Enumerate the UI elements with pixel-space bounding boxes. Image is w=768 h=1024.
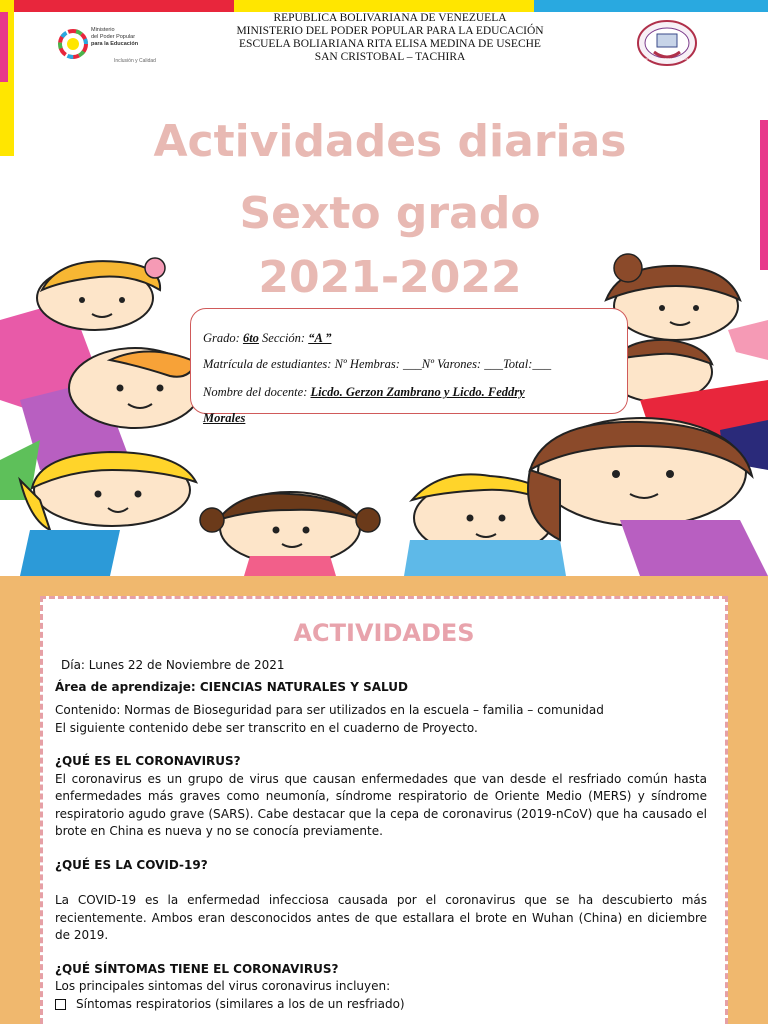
day-line: Día: Lunes 22 de Noviembre de 2021	[61, 658, 285, 672]
matricula-line: Matrícula de estudiantes: Nº Hembras: ___Nº Varones: ___Total:___	[203, 357, 552, 371]
bullet-text: Síntomas respiratorios (similares a los de un resfriado)	[76, 996, 405, 1011]
cover-title-line-1: Actividades diarias	[153, 116, 627, 167]
cover-title-line-3: 2021-2022	[258, 252, 522, 303]
svg-text:RITA ELISA MEDINA DE USECHE: RITA ELISA MEDINA DE USECHE	[645, 57, 689, 61]
docente-line	[203, 385, 525, 400]
question-2: ¿QUÉ ES LA COVID-19?	[55, 857, 208, 872]
ministry-logo	[58, 22, 168, 68]
grado-line	[203, 331, 331, 346]
logo-line-2: del Poder Popular	[91, 34, 136, 40]
docente-line-2	[203, 411, 245, 426]
header-line-2: MINISTERIO DEL PODER POPULAR PARA LA EDUCACIÓN	[236, 25, 544, 37]
seccion-label: Sección:	[262, 331, 306, 345]
area-line: Área de aprendizaje: CIENCIAS NATURALES Y SALUD	[55, 679, 408, 694]
student-info-box	[190, 308, 628, 425]
header-line-4: SAN CRISTOBAL – TACHIRA	[314, 51, 466, 63]
activities-sheet	[40, 596, 728, 1024]
answer-3: Los principales sintomas del virus coronavirus incluyen:	[55, 979, 391, 993]
logo-tagline: Inclusión y Calidad	[114, 58, 156, 64]
school-seal	[636, 18, 698, 68]
header-line-3: ESCUELA BOLIARIANA RITA ELISA MEDINA DE USECHE	[239, 38, 541, 50]
question-1: ¿QUÉ ES EL CORONAVIRUS?	[55, 754, 241, 768]
top-stripe-red	[0, 0, 234, 12]
docente-value: Licdo. Gerzon Zambrano y Licdo. Feddry	[310, 385, 525, 399]
checkbox-bullet-icon	[55, 999, 66, 1010]
top-stripe-yellow	[234, 0, 534, 12]
logo-line-1: Ministerio	[91, 27, 115, 33]
institution-header	[190, 12, 590, 64]
answer-2: La COVID-19 es la enfermedad infecciosa causada por el coronavirus que se ha descubierto más recientemente. Ambos eran desconocidos antes de que estallara el brote en Wuhan (China) en diciembre de 2019.	[55, 893, 707, 942]
seccion-value: “A ”	[308, 331, 332, 345]
left-edge-pink	[0, 12, 8, 82]
activities-title: ACTIVIDADES	[293, 619, 475, 647]
transcrito-line: El siguiente contenido debe ser transcrito en el cuaderno de Proyecto.	[55, 720, 478, 735]
top-stripe-blue	[534, 0, 768, 12]
bullet-item	[55, 996, 707, 1014]
docente-value-2: Morales	[203, 411, 246, 425]
grado-value: 6to	[242, 331, 259, 345]
grado-label: Grado:	[203, 331, 240, 345]
answer-1: El coronavirus es un grupo de virus que causan enfermedades que van desde el resfriado común hasta enfermedades más graves como neumonía, síndrome respiratorio de Oriente Medio (MERS) y síndrome respiratorio agudo grave (SARS). Cabe destacar que la cepa de coronavirus (2019-nCoV) que ha causado el brote en China es nueva y no se conocía previamente.	[55, 771, 707, 838]
docente-label: Nombre del docente:	[203, 385, 308, 399]
contenido-line: Contenido: Normas de Bioseguridad para ser utilizados en la escuela – familia – comunidad	[55, 703, 604, 717]
activities-content	[55, 657, 707, 1013]
logo-line-3: para la Educación	[91, 41, 139, 47]
question-3: ¿QUÉ SÍNTOMAS TIENE EL CORONAVIRUS?	[55, 961, 339, 976]
cover-title-line-2: Sexto grado	[239, 188, 541, 239]
header-line-1: REPUBLICA BOLIVARIANA DE VENEZUELA	[273, 12, 507, 24]
